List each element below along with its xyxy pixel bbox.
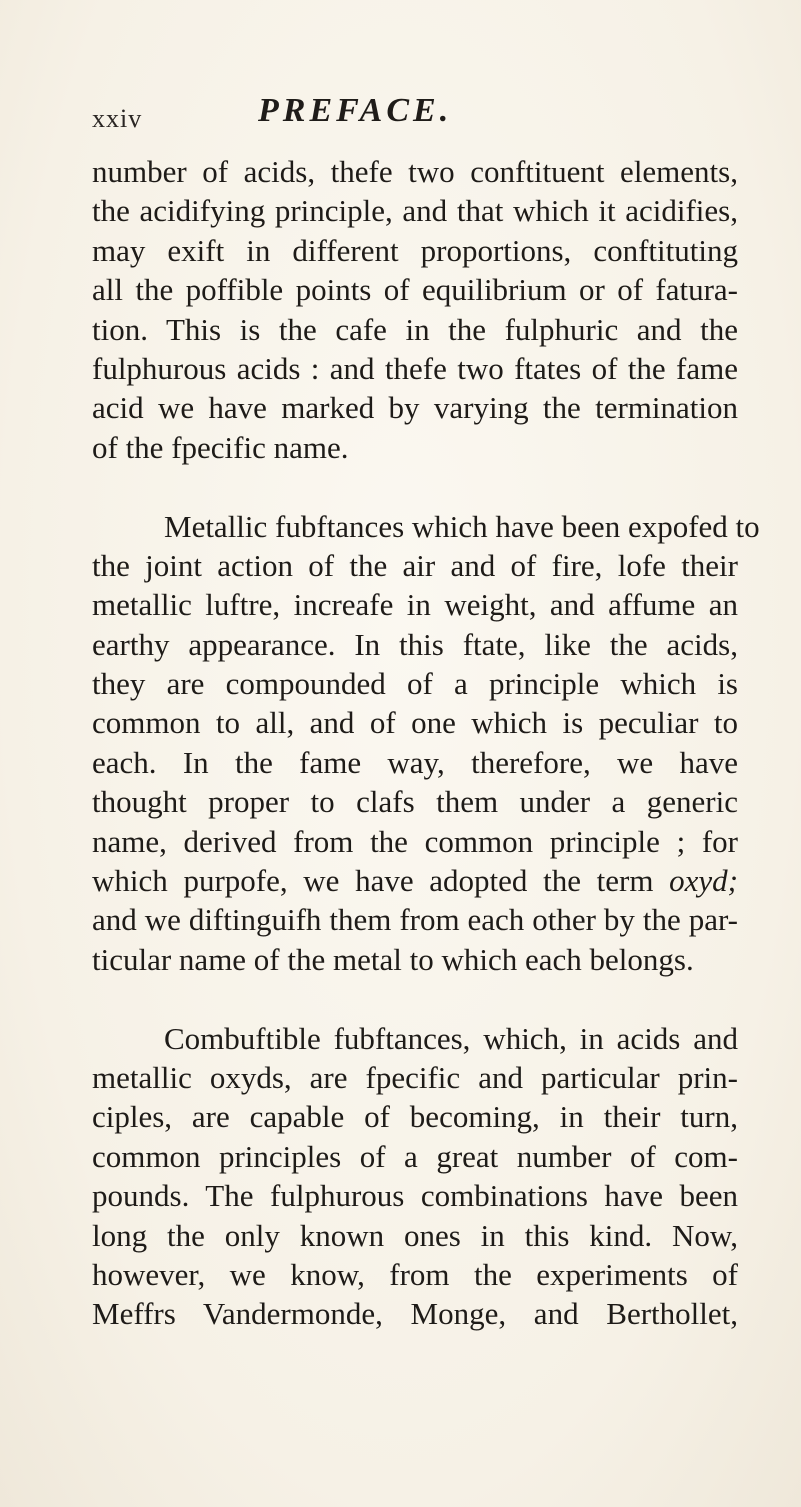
text-line: ciples, are capable of becoming, in their turn,	[92, 1099, 738, 1135]
paragraph-3	[92, 1019, 738, 1334]
body-text	[92, 152, 760, 1334]
text-line: name, derived from the common principle ; for	[92, 823, 738, 859]
text-line: earthy appearance. In this ftate, like the acids,	[92, 626, 738, 662]
text-line: they are compounded of a principle which is	[92, 666, 738, 702]
text-line: long the only known ones in this kind. Now,	[92, 1217, 738, 1253]
text-line: metallic luftre, increafe in weight, and affume an	[92, 587, 738, 623]
paragraph-2	[92, 507, 760, 980]
text-line: the acidifying principle, and that which it acidifies,	[92, 193, 738, 229]
text-line: each. In the fame way, therefore, we have	[92, 744, 738, 780]
text-line-with-term	[92, 861, 738, 900]
text-line: and we diftinguifh them from each other by the par-	[92, 902, 738, 938]
text-line: Combuftible fubftances, which, in acids and	[164, 1020, 738, 1056]
text-line: number of acids, thefe two conftituent elements,	[92, 154, 738, 189]
text-line: acid we have marked by varying the termination	[92, 390, 738, 426]
text-line: Meffrs Vandermonde, Monge, and Berthollet,	[92, 1296, 738, 1332]
text-line: Metallic fubftances which have been expofed to	[164, 508, 760, 544]
paragraph-1	[92, 152, 738, 467]
text-line: common principles of a great number of com-	[92, 1138, 738, 1174]
text-line: all the poffible points of equilibrium or of fatura-	[92, 272, 738, 308]
text-line: ticular name of the metal to which each belongs.	[92, 941, 694, 977]
text-line: tion. This is the cafe in the fulphuric and the	[92, 311, 738, 347]
text-line: of the fpecific name.	[92, 429, 349, 465]
text-line: fulphurous acids : and thefe two ftates of the fame	[92, 350, 738, 386]
running-title: PREFACE.	[258, 92, 453, 129]
text-line: pounds. The fulphurous combinations have been	[92, 1178, 738, 1214]
running-head	[92, 92, 732, 142]
italic-term: oxyd;	[669, 863, 738, 899]
text-line: metallic oxyds, are fpecific and particular prin-	[92, 1059, 738, 1095]
text-line: however, we know, from the experiments of	[92, 1256, 738, 1292]
paragraph-spacer	[92, 979, 738, 1018]
text-line: common to all, and of one which is peculiar to	[92, 705, 738, 741]
text-line: thought proper to clafs them under a generic	[92, 784, 738, 820]
text-line: may exift in different proportions, conftituting	[92, 232, 738, 268]
page-number: xxiv	[92, 104, 143, 133]
text-line: the joint action of the air and of fire, lofe their	[92, 547, 738, 583]
text-fragment: which purpofe, we have adopted the term	[92, 863, 654, 899]
paragraph-spacer	[92, 467, 738, 506]
